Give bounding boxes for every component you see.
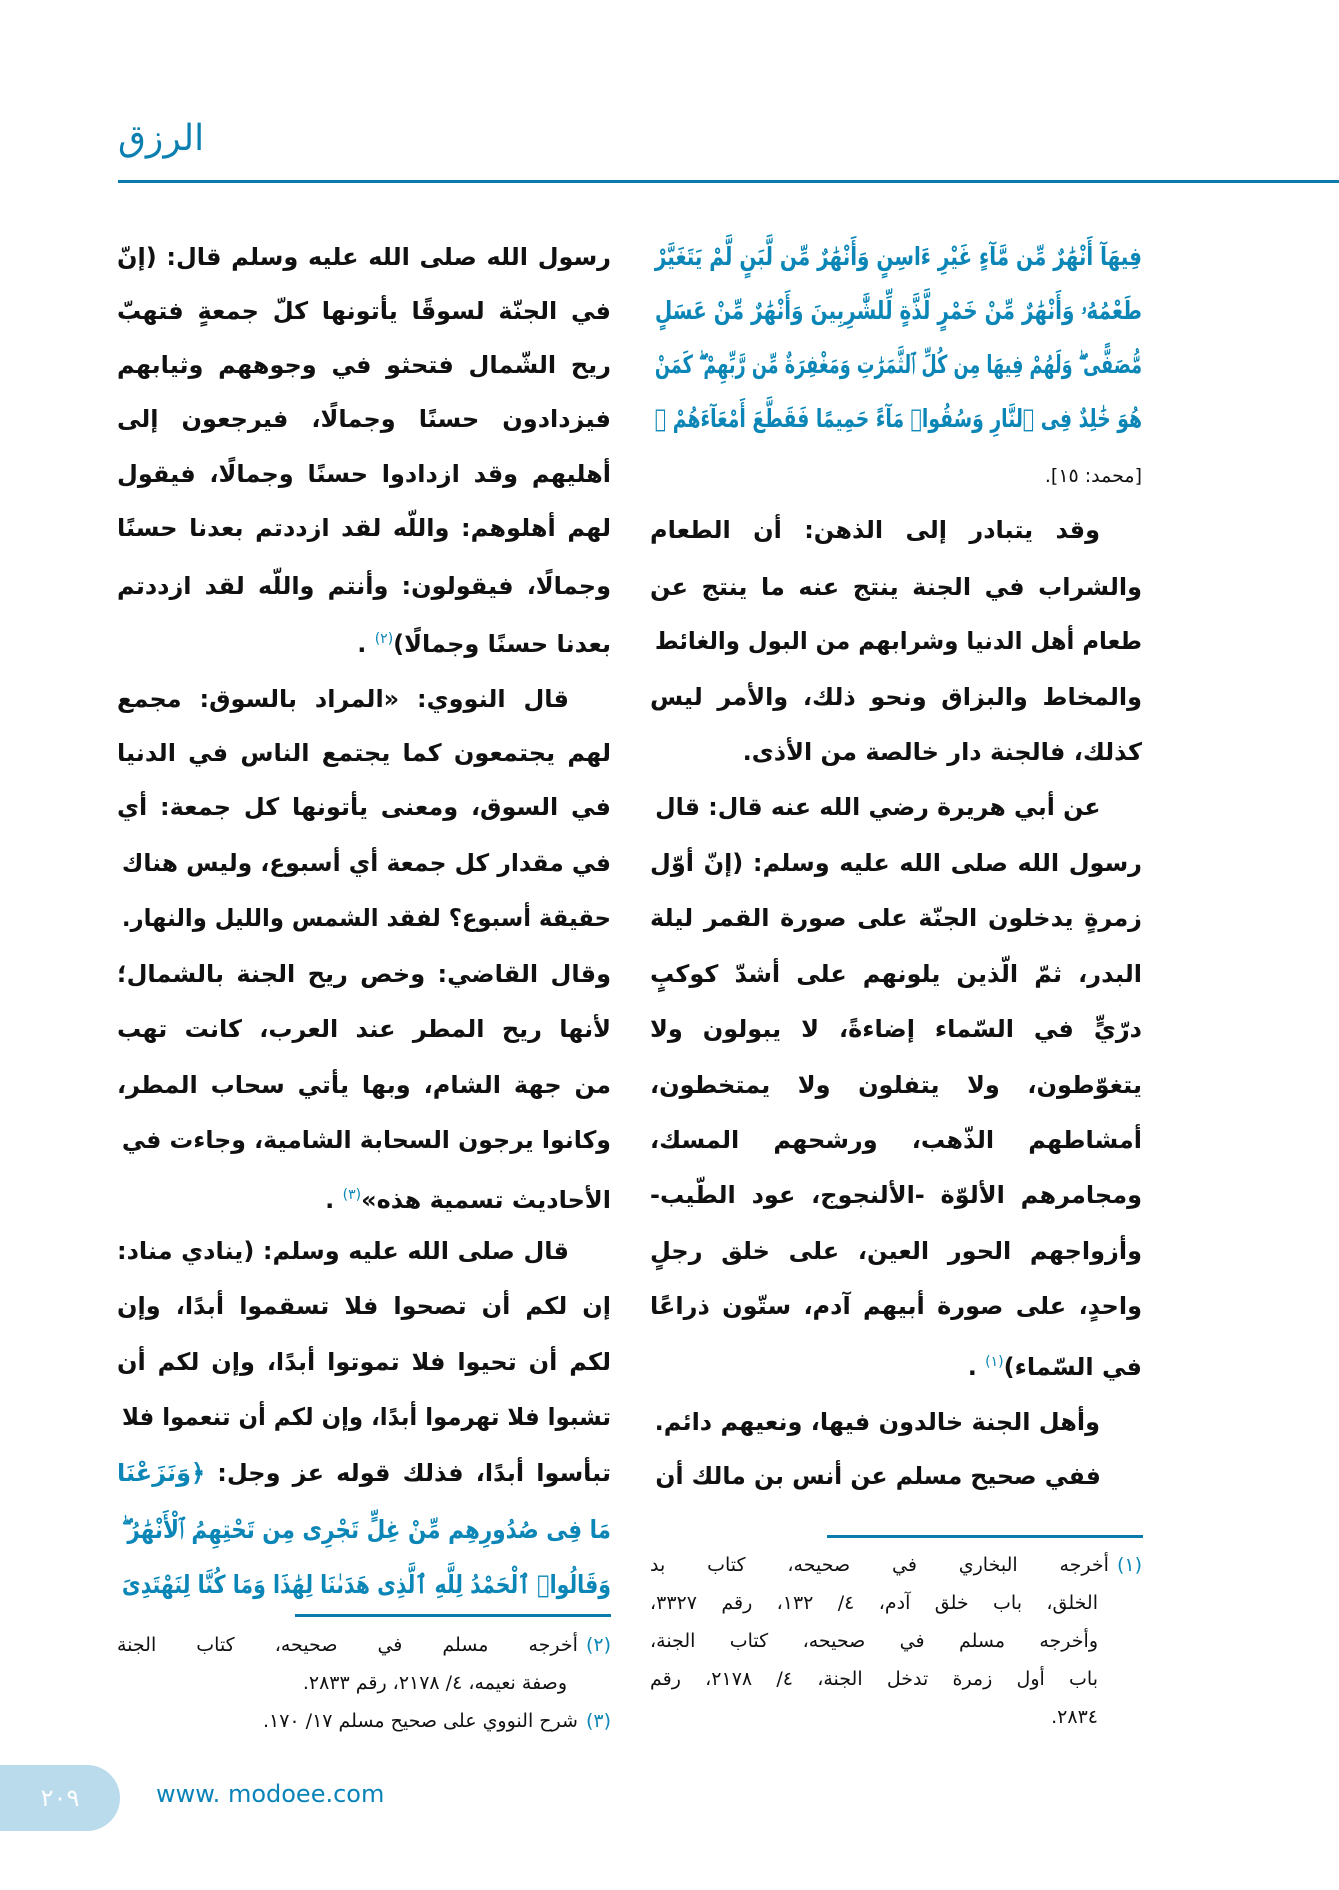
text-line [650,729,1142,775]
text: طَعْمُهُۥ وَأَنْهَٰرٌ مِّنْ خَمْرٍ لَّذَّةٍ لِّلشَّٰرِبِينَ وَأَنْهَٰرٌ مِّنْ عَسَلٍ [654,296,1142,325]
text-line [117,288,611,334]
text-line [121,1394,611,1440]
text-line [117,1450,611,1496]
text: هُوَ خَٰلِدٌ فِى ٱلنَّارِ وَسُقُوا۟ مَآءً حَمِيمًا فَقَطَّعَ أَمْعَآءَهُمْ ﴾ [654,404,1142,433]
text: أخرجه مسلم في صحيحه، كتاب الجنة [117,1634,578,1656]
footnote-line [117,1704,611,1738]
text-line [650,1172,1142,1218]
text: ٢٨٣٤. [1051,1706,1098,1728]
text: مُّصَفًّى ۖ وَلَهُمْ فِيهَا مِن كُلِّ ٱلثَّمَرَٰتِ وَمَغْفِرَةٌ مِّن رَّبِّهِمْ ۖ كَمَنْ [654,350,1142,379]
text: لأنها ريح المطر عند العرب، كانت تهب [117,1015,611,1043]
text-line [121,895,612,941]
text: مَا فِى صُدُورِهِم مِّنْ غِلٍّ تَجْرِى مِن تَحْتِهِمُ ٱلْأَنْهَٰرُ ۖ [121,1515,611,1544]
footnote-line [650,1586,1142,1620]
text: رسول الله صلى الله عليه وسلم: (إنّ أوّل [650,849,1142,877]
text-line [117,616,611,662]
text-line [117,784,611,830]
text: في مقدار كل جمعة أي أسبوع، وليس هناك [121,849,611,877]
footnote-rule [295,1614,611,1617]
text-line [121,1117,611,1163]
footnote-line [117,1666,611,1700]
text-line [117,730,611,776]
text-line [117,1062,611,1108]
text: في الجنّة لسوقًا يأتونها كلّ جمعةٍ فتهبّ [117,297,611,325]
text-line [650,951,1142,997]
text-line [117,505,611,551]
text: الأحاديث تسمية هذه» [361,1186,611,1214]
text: قال صلى الله عليه وسلم: (ينادي مناد: [117,1237,569,1265]
header-rule [118,180,1339,183]
footnote-line [650,1548,1142,1582]
text: وكانوا يرجون السحابة الشامية، وجاءت في [121,1126,611,1154]
text: واحدٍ، على صورة أبيهم آدم، ستّون ذراعًا [650,1292,1142,1320]
text: ففي صحيح مسلم عن أنس بن مالك أن [655,1462,1101,1490]
text-line [117,676,611,722]
quran-verse-line [654,288,1142,334]
text-line [650,1283,1142,1329]
text: عن أبي هريرة رضي الله عنه قال: قال [655,793,1101,821]
footnote-line [650,1662,1142,1696]
text-line [650,507,1142,553]
text: لهم يجتمعون كما يجتمع الناس في الدنيا [117,739,611,767]
footnote-line [650,1624,1142,1658]
text: ريح الشّمال فتحثو في وجوههم وثيابهم [117,351,611,379]
footnote-number: (٢) [585,1634,611,1656]
text: وأهل الجنة خالدون فيها، ونعيهم دائم. [654,1408,1100,1436]
text-line [117,1228,611,1274]
text: باب أول زمرة تدخل الجنة، ٤/ ٢١٧٨، رقم [650,1668,1098,1690]
text: وَقَالُوا۟ ٱلْحَمْدُ لِلَّهِ ٱلَّذِى هَدَىٰنَا لِهَٰذَا وَمَا كُنَّا لِنَهْتَدِىَ [121,1570,612,1599]
text: والشراب في الجنة ينتج عنه ما ينتج عن [650,573,1142,601]
page-number: ٢٠٩ [0,1765,120,1831]
website-link[interactable]: www. modoee.com [156,1780,385,1808]
quran-verse-line [654,342,1142,388]
text: لكم أن تحيوا فلا تموتوا أبدًا، وإن لكم أن [117,1348,611,1376]
text: تبأسوا أبدًا، فذلك قوله عز وجل: [205,1459,611,1487]
footnote-number: (٣) [585,1710,611,1732]
text: قال النووي: «المراد بالسوق: مجمع [117,685,569,713]
verse-citation [650,453,1142,499]
text: . [325,1186,343,1214]
text: . [967,1353,986,1381]
text-line [117,1172,611,1218]
text: فيزدادون حسنًا وجمالًا، فيرجعون إلى [117,405,611,433]
text-line [117,1006,611,1052]
text: [محمد: ١٥]. [1044,465,1142,487]
text-line [117,342,611,388]
text: . [357,630,375,658]
text-line [655,1453,1142,1499]
text: في السوق، ومعنى يأتونها كل جمعة: أي [117,793,611,821]
text: شرح النووي على صحيح مسلم ١٧/ ١٧٠. [262,1710,578,1732]
quran-text: ﴿وَنَزَعْنَا [117,1459,206,1487]
text: الخلق، باب خلق آدم، ٤/ ١٣٢، رقم ٣٣٢٧، [650,1592,1098,1614]
text: وأخرجه مسلم في صحيحه، كتاب الجنة، [650,1630,1098,1652]
text: رسول الله صلى الله عليه وسلم قال: (إنّ [117,243,611,271]
text-line [650,1339,1142,1385]
text-line [657,784,1142,830]
text-line [117,451,611,497]
text: كذلك، فالجنة دار خالصة من الأذى. [742,738,1142,766]
text: إن لكم أن تصحوا فلا تسقموا أبدًا، وإن [117,1292,611,1320]
text: أهليهم وقد ازدادوا حسنًا وجمالًا، فيقول [117,460,611,488]
text-line [650,895,1142,941]
text: فِيهَآ أَنْهَٰرٌ مِّن مَّآءٍ غَيْرِ ءَاسِنٍ وَأَنْهَٰرٌ مِّن لَّبَنٍ لَّمْ يَتَغَيَّرْ [654,242,1142,271]
footnote-reference[interactable]: (١) [985,1354,1004,1370]
quran-verse-line [654,234,1142,280]
footnote-line [117,1628,611,1662]
text: وجمالًا، فيقولون: وأنتم واللّه لقد ازددتم [117,572,611,600]
text: من جهة الشام، وبها يأتي سحاب المطر، [117,1071,611,1099]
text-line [650,1117,1142,1163]
text: أمشاطهم الذّهب، ورشحهم المسك، [650,1126,1142,1154]
text: وقال القاضي: وخص ريح الجنة بالشمال؛ [117,960,611,988]
text-line [650,1006,1142,1052]
text: وقد يتبادر إلى الذهن: أن الطعام [650,516,1100,544]
footnote-reference[interactable]: (٣) [342,1187,362,1203]
quran-verse-line [654,396,1142,442]
text-line [650,1399,1142,1445]
text: زمرةٍ يدخلون الجنّة على صورة القمر ليلة [650,904,1142,932]
text: وصفة نعيمه، ٤/ ٢١٧٨، رقم ٢٨٣٣. [302,1672,567,1694]
text-line [650,840,1142,886]
text-line [117,563,611,609]
chapter-title: الرزق [118,118,205,159]
text: وأزواجهم الحور العين، على خلق رجلٍ [650,1237,1142,1265]
text-line [117,951,611,997]
quran-verse-line [121,1507,611,1553]
text: يتغوّطون، ولا يتفلون ولا يمتخطون، [650,1071,1142,1099]
text-line [654,618,1142,664]
quran-verse-line [121,1562,612,1608]
text-line [121,840,611,886]
text: والمخاط والبزاق ونحو ذلك، والأمر ليس [650,683,1142,711]
footnote-rule [827,1535,1143,1538]
text-line [117,1339,611,1385]
text: البدر، ثمّ الّذين يلونهم على أشدّ كوكبٍ [650,960,1142,988]
text: بعدنا حسنًا وجمالًا) [393,630,611,658]
text: أخرجه البخاري في صحيحه، كتاب بد [650,1554,1109,1576]
text: تشبوا فلا تهرموا أبدًا، وإن لكم أن تنعموا فلا [121,1403,611,1431]
text-line [117,1283,611,1329]
text-line [117,234,611,280]
text-line [650,564,1142,610]
footnote-reference[interactable]: (٢) [374,631,394,647]
text-line [117,396,611,442]
text-line [650,1062,1142,1108]
text: في السّماء) [1003,1353,1142,1381]
footnote-line [650,1700,1142,1734]
text-line [650,1228,1142,1274]
text-line [650,674,1142,720]
footnote-number: (١) [1116,1554,1142,1576]
text: طعام أهل الدنيا وشرابهم من البول والغائط [654,627,1142,655]
text: ومجامرهم الألوّة -الألنجوج، عود الطّيب- [650,1181,1142,1209]
text: لهم أهلوهم: واللّه لقد ازددتم بعدنا حسنًا [117,514,611,542]
text: حقيقة أسبوع؟ لفقد الشمس والليل والنهار. [121,904,612,932]
text: درّيٍّ في السّماء إضاءةً، لا يبولون ولا [650,1015,1142,1043]
